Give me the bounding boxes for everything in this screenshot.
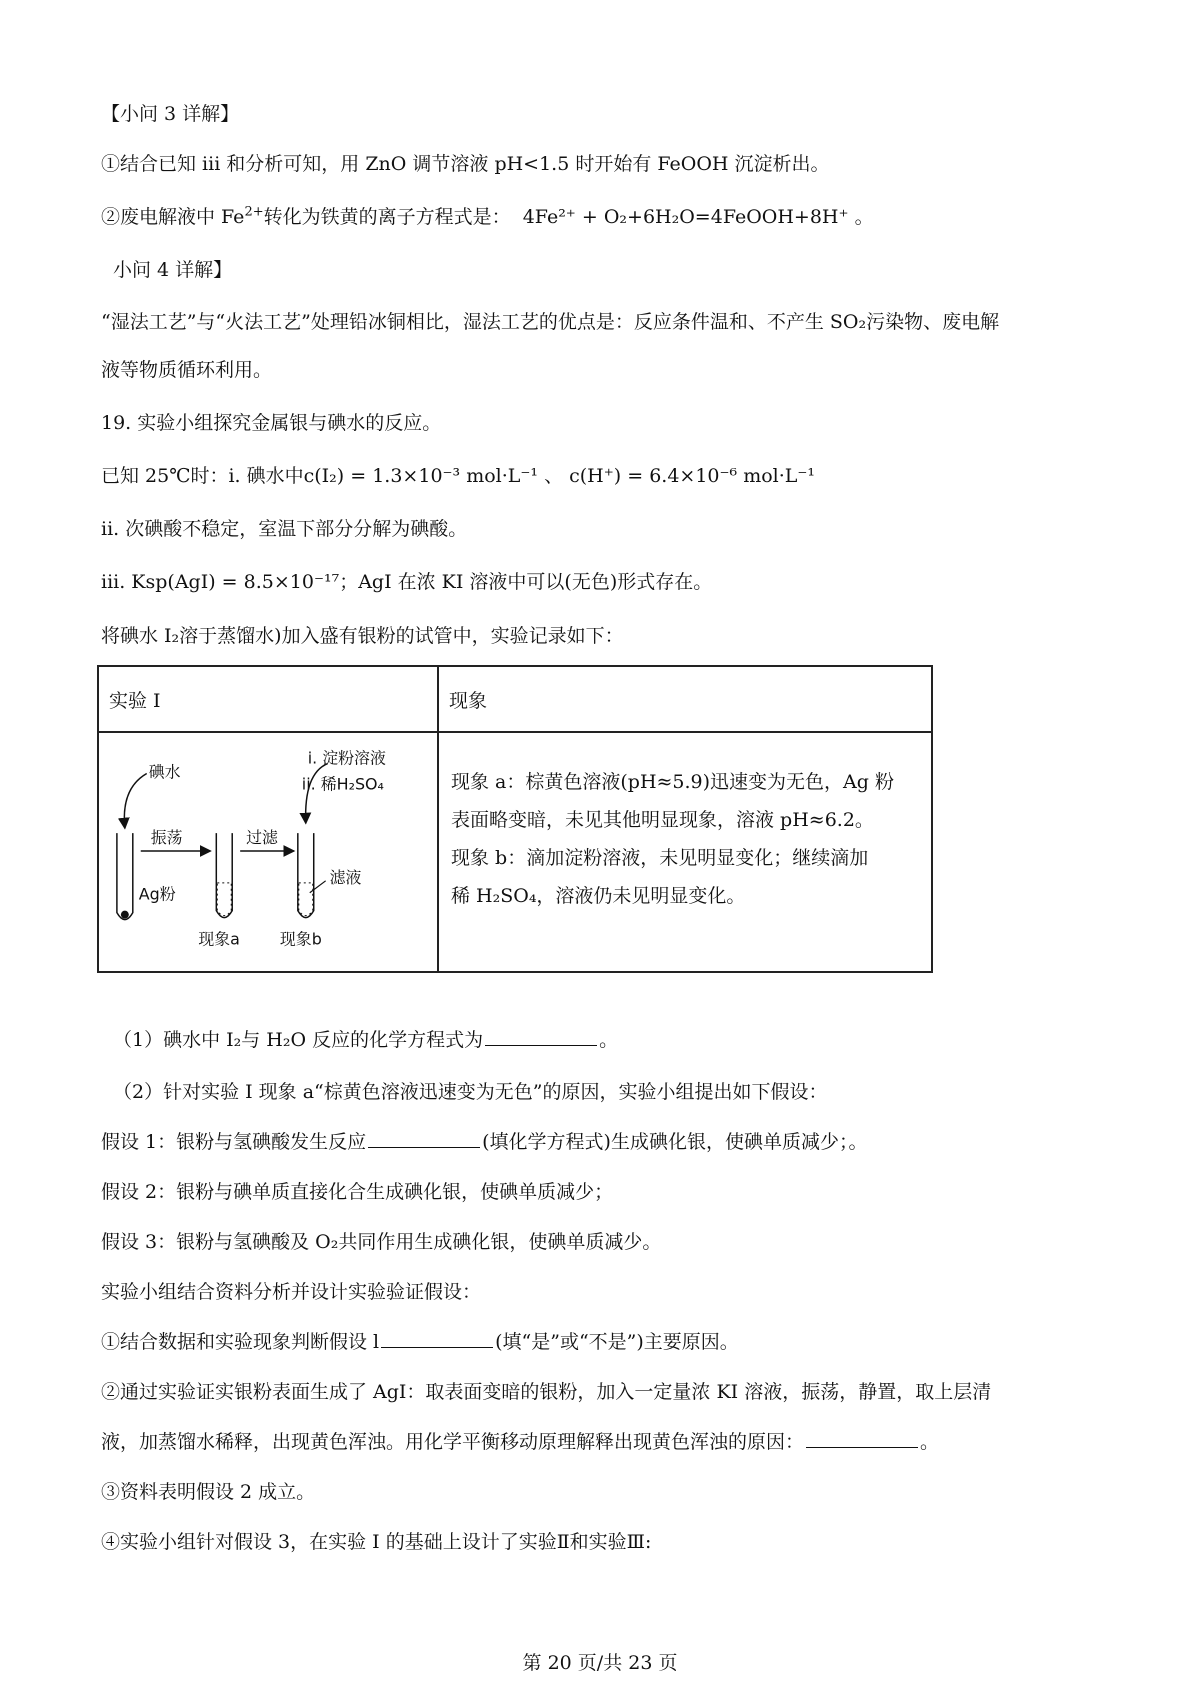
hypothesis-2: 假设 2：银粉与碘单质直接化合生成碘化银，使碘单质减少； — [101, 1181, 614, 1203]
experiment-table — [97, 665, 933, 973]
answer-blank[interactable] — [368, 1129, 480, 1148]
test-tube-2 — [216, 833, 232, 918]
label-shake: 振荡 — [150, 828, 183, 848]
phenomenon-line: 现象 b：滴加淀粉溶液，未见明显变化；继续滴加 — [451, 847, 869, 869]
text: 。 — [920, 1431, 940, 1453]
known-condition-iii: iii. Ksp(AgI) = 8.5×10⁻¹⁷；AgI 在浓 KI 溶液中可以(无色)形式存在。 — [101, 571, 713, 593]
filtrate-liquid — [299, 883, 313, 916]
page-footer: 第 20 页/共 23 页 — [522, 1652, 678, 1674]
sub-question-4: ④实验小组针对假设 3，在实验 I 的基础上设计了实验Ⅱ和实验Ⅲ: — [101, 1531, 652, 1553]
ionic-equation: 4Fe²⁺ + O₂+6H₂O=4FeOOH+8H⁺ — [522, 206, 849, 228]
text: 液，加蒸馏水稀释，出现黄色浑浊。用化学平衡移动原理解释出现黄色浑浊的原因： — [101, 1431, 805, 1453]
question-title: 19. 实验小组探究金属银与碘水的反应。 — [101, 412, 442, 434]
text: (填化学方程式)生成碘化银，使碘单质减少；。 — [482, 1131, 868, 1153]
sub-question-2-cont — [101, 1428, 939, 1456]
text: ②废电解液中 Fe — [101, 206, 245, 228]
label-iodine-water: 碘水 — [148, 762, 181, 782]
label-reagent-ii: ii. 稀H₂SO₄ — [301, 774, 384, 794]
answer-line: 液等物质循环利用。 — [101, 359, 273, 381]
phenomenon-cell — [438, 732, 932, 972]
label-phenomenon-a: 现象a — [198, 929, 240, 949]
hypothesis-3: 假设 3：银粉与氢碘酸及 O₂共同作用生成碘化银，使碘单质减少。 — [101, 1231, 662, 1253]
test-tube-1 — [117, 833, 133, 919]
answer-line: “湿法工艺”与“火法工艺”处理铅冰铜相比，湿法工艺的优点是：反应条件温和、不产生 SO₂污染物、废电解 — [101, 311, 1000, 333]
text: 转化为铁黄的离子方程式是： — [263, 206, 511, 228]
procedure-text: 将碘水 I₂溶于蒸馏水)加入盛有银粉的试管中，实验记录如下： — [101, 625, 624, 647]
solution-a — [217, 883, 231, 916]
answer-blank[interactable] — [485, 1027, 597, 1046]
known-condition-i: 已知 25℃时：i. 碘水中c(I₂) = 1.3×10⁻³ mol·L⁻¹ 、 c(H⁺) = 6.4×10⁻⁶ mol·L⁻¹ — [101, 465, 816, 487]
label-filtrate: 滤液 — [329, 867, 362, 887]
label-filter: 过滤 — [246, 828, 278, 848]
label-ag-powder: Ag粉 — [138, 884, 176, 904]
test-tube-3 — [298, 833, 314, 918]
phenomenon-line: 表面略变暗，未见其他明显现象，溶液 pH≈6.2。 — [451, 809, 874, 831]
phenomenon-line: 现象 a：棕黄色溶液(pH≈5.9)迅速变为无色，Ag 粉 — [451, 771, 894, 793]
text: 假设 1：银粉与氢碘酸发生反应 — [101, 1131, 367, 1153]
ag-powder-mark — [121, 911, 129, 919]
question-1 — [113, 1026, 618, 1054]
sub-question-2: ②通过实验证实银粉表面生成了 AgI：取表面变暗的银粉，加入一定量浓 KI 溶液，振荡，静置，取上层清 — [101, 1381, 992, 1403]
experiment-diagram-cell — [98, 732, 438, 972]
experiment-diagram — [99, 733, 437, 971]
table-header-phenomenon: 现象 — [438, 666, 932, 732]
filtrate-pointer — [310, 881, 326, 893]
hypothesis-1 — [101, 1128, 867, 1156]
subq3-heading: 【小问 3 详解】 — [101, 103, 240, 125]
phenomenon-line: 稀 H₂SO₄，溶液仍未见明显变化。 — [451, 885, 746, 907]
text: （1）碘水中 I₂与 H₂O 反应的化学方程式为 — [113, 1029, 484, 1051]
sub-question-3: ③资料表明假设 2 成立。 — [101, 1481, 316, 1503]
sub-question-1 — [101, 1328, 739, 1356]
known-condition-ii: ii. 次碘酸不稳定，室温下部分分解为碘酸。 — [101, 518, 468, 540]
table-header-experiment: 实验 I — [98, 666, 438, 732]
question-2: （2）针对实验 I 现象 a“棕黄色溶液迅速变为无色”的原因，实验小组提出如下假设： — [113, 1081, 828, 1103]
text: (填“是”或“不是”)主要原因。 — [495, 1331, 739, 1353]
text: 。 — [854, 206, 874, 228]
subq4-heading: 小问 4 详解】 — [113, 259, 233, 281]
answer-equation-line: ②废电解液中 $Fe^{2+}$转化为铁黄的离子方程式是： 4Fe²⁺ + O₂+6H₂O=4FeOOH+8H⁺ 。 — [101, 204, 874, 228]
label-reagent-i: i. 淀粉溶液 — [307, 748, 386, 768]
analysis-intro: 实验小组结合资料分析并设计实验验证假设： — [101, 1281, 482, 1303]
answer-blank[interactable] — [381, 1329, 493, 1348]
label-phenomenon-b: 现象b — [279, 929, 322, 949]
text: 。 — [599, 1029, 619, 1051]
answer-line: ①结合已知 iii 和分析可知，用 ZnO 调节溶液 pH<1.5 时开始有 FeOOH 沉淀析出。 — [101, 153, 830, 175]
add-iodine-arrow — [124, 773, 146, 828]
text: ①结合数据和实验现象判断假设 l — [101, 1331, 380, 1353]
answer-blank[interactable] — [806, 1429, 918, 1448]
